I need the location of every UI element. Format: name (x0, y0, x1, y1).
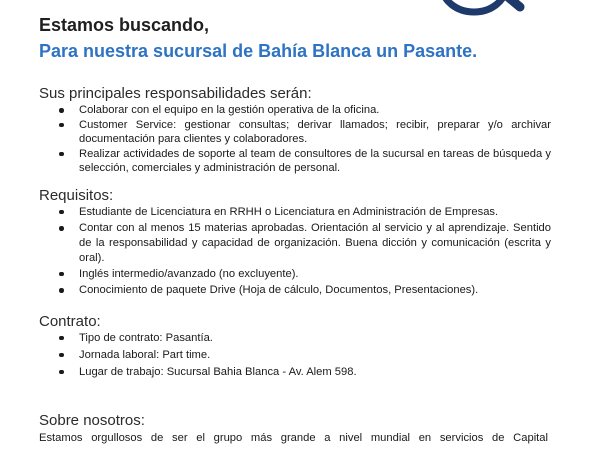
bullet-icon (59, 272, 64, 277)
responsibilities-title: Sus principales responsabilidades serán: (39, 85, 312, 102)
list-item: Contar con al menos 15 materias aprobadas. Orientación al servicio y al aprendizaje. Sentido de la responsabilidad y capacidad de organización. Buena dicción y comunicación (escrita y oral). (55, 221, 551, 265)
list-item: Inglés intermedio/avanzado (no excluyente). (55, 267, 551, 282)
bullet-icon (59, 210, 64, 215)
bullet-icon (59, 123, 64, 128)
list-item: Lugar de trabajo: Sucursal Bahia Blanca - Av. Alem 598. (55, 365, 551, 380)
bullet-icon (59, 288, 64, 293)
position-heading: Para nuestra sucursal de Bahía Blanca un Pasante. (39, 41, 478, 61)
list-item: Estudiante de Licenciatura en RRHH o Licenciatura en Administración de Empresas. (55, 205, 551, 220)
responsibilities-list (39, 103, 551, 176)
requirements-title: Requisitos: (39, 186, 114, 204)
bullet-icon (59, 226, 64, 231)
list-item: Conocimiento de paquete Drive (Hoja de cálculo, Documentos, Presentaciones). (55, 283, 551, 298)
responsibilities-section (39, 85, 551, 176)
bullet-icon (59, 370, 64, 375)
contract-section (39, 313, 551, 380)
list-item: Jornada laboral: Part time. (55, 348, 551, 363)
list-item: Colaborar con el equipo en la gestión operativa de la oficina. (55, 103, 551, 118)
list-item: Tipo de contrato: Pasantía. (55, 331, 551, 346)
list-item: Realizar actividades de soporte al team de consultores de la sucursal en tareas de búsqueda y selección, comerciales y administración de personal. (55, 147, 551, 176)
about-title: Sobre nosotros: (39, 412, 145, 430)
bullet-icon (59, 152, 64, 157)
bullet-icon (59, 336, 64, 341)
bullet-icon (59, 353, 64, 358)
contract-list (39, 331, 551, 380)
requirements-section (39, 187, 551, 298)
about-section (39, 412, 551, 445)
about-text: Estamos orgullosos de ser el grupo más grande a nivel mundial en servicios de Capital (39, 432, 548, 445)
bullet-icon (59, 108, 64, 113)
intro-heading: Estamos buscando, (39, 15, 210, 35)
job-posting (39, 14, 551, 445)
requirements-list (39, 205, 551, 298)
list-item: Customer Service: gestionar consultas; derivar llamados; recibir, preparar y/o archivar documentación para clientes y colaboradores. (55, 118, 551, 147)
contract-title: Contrato: (39, 312, 101, 330)
